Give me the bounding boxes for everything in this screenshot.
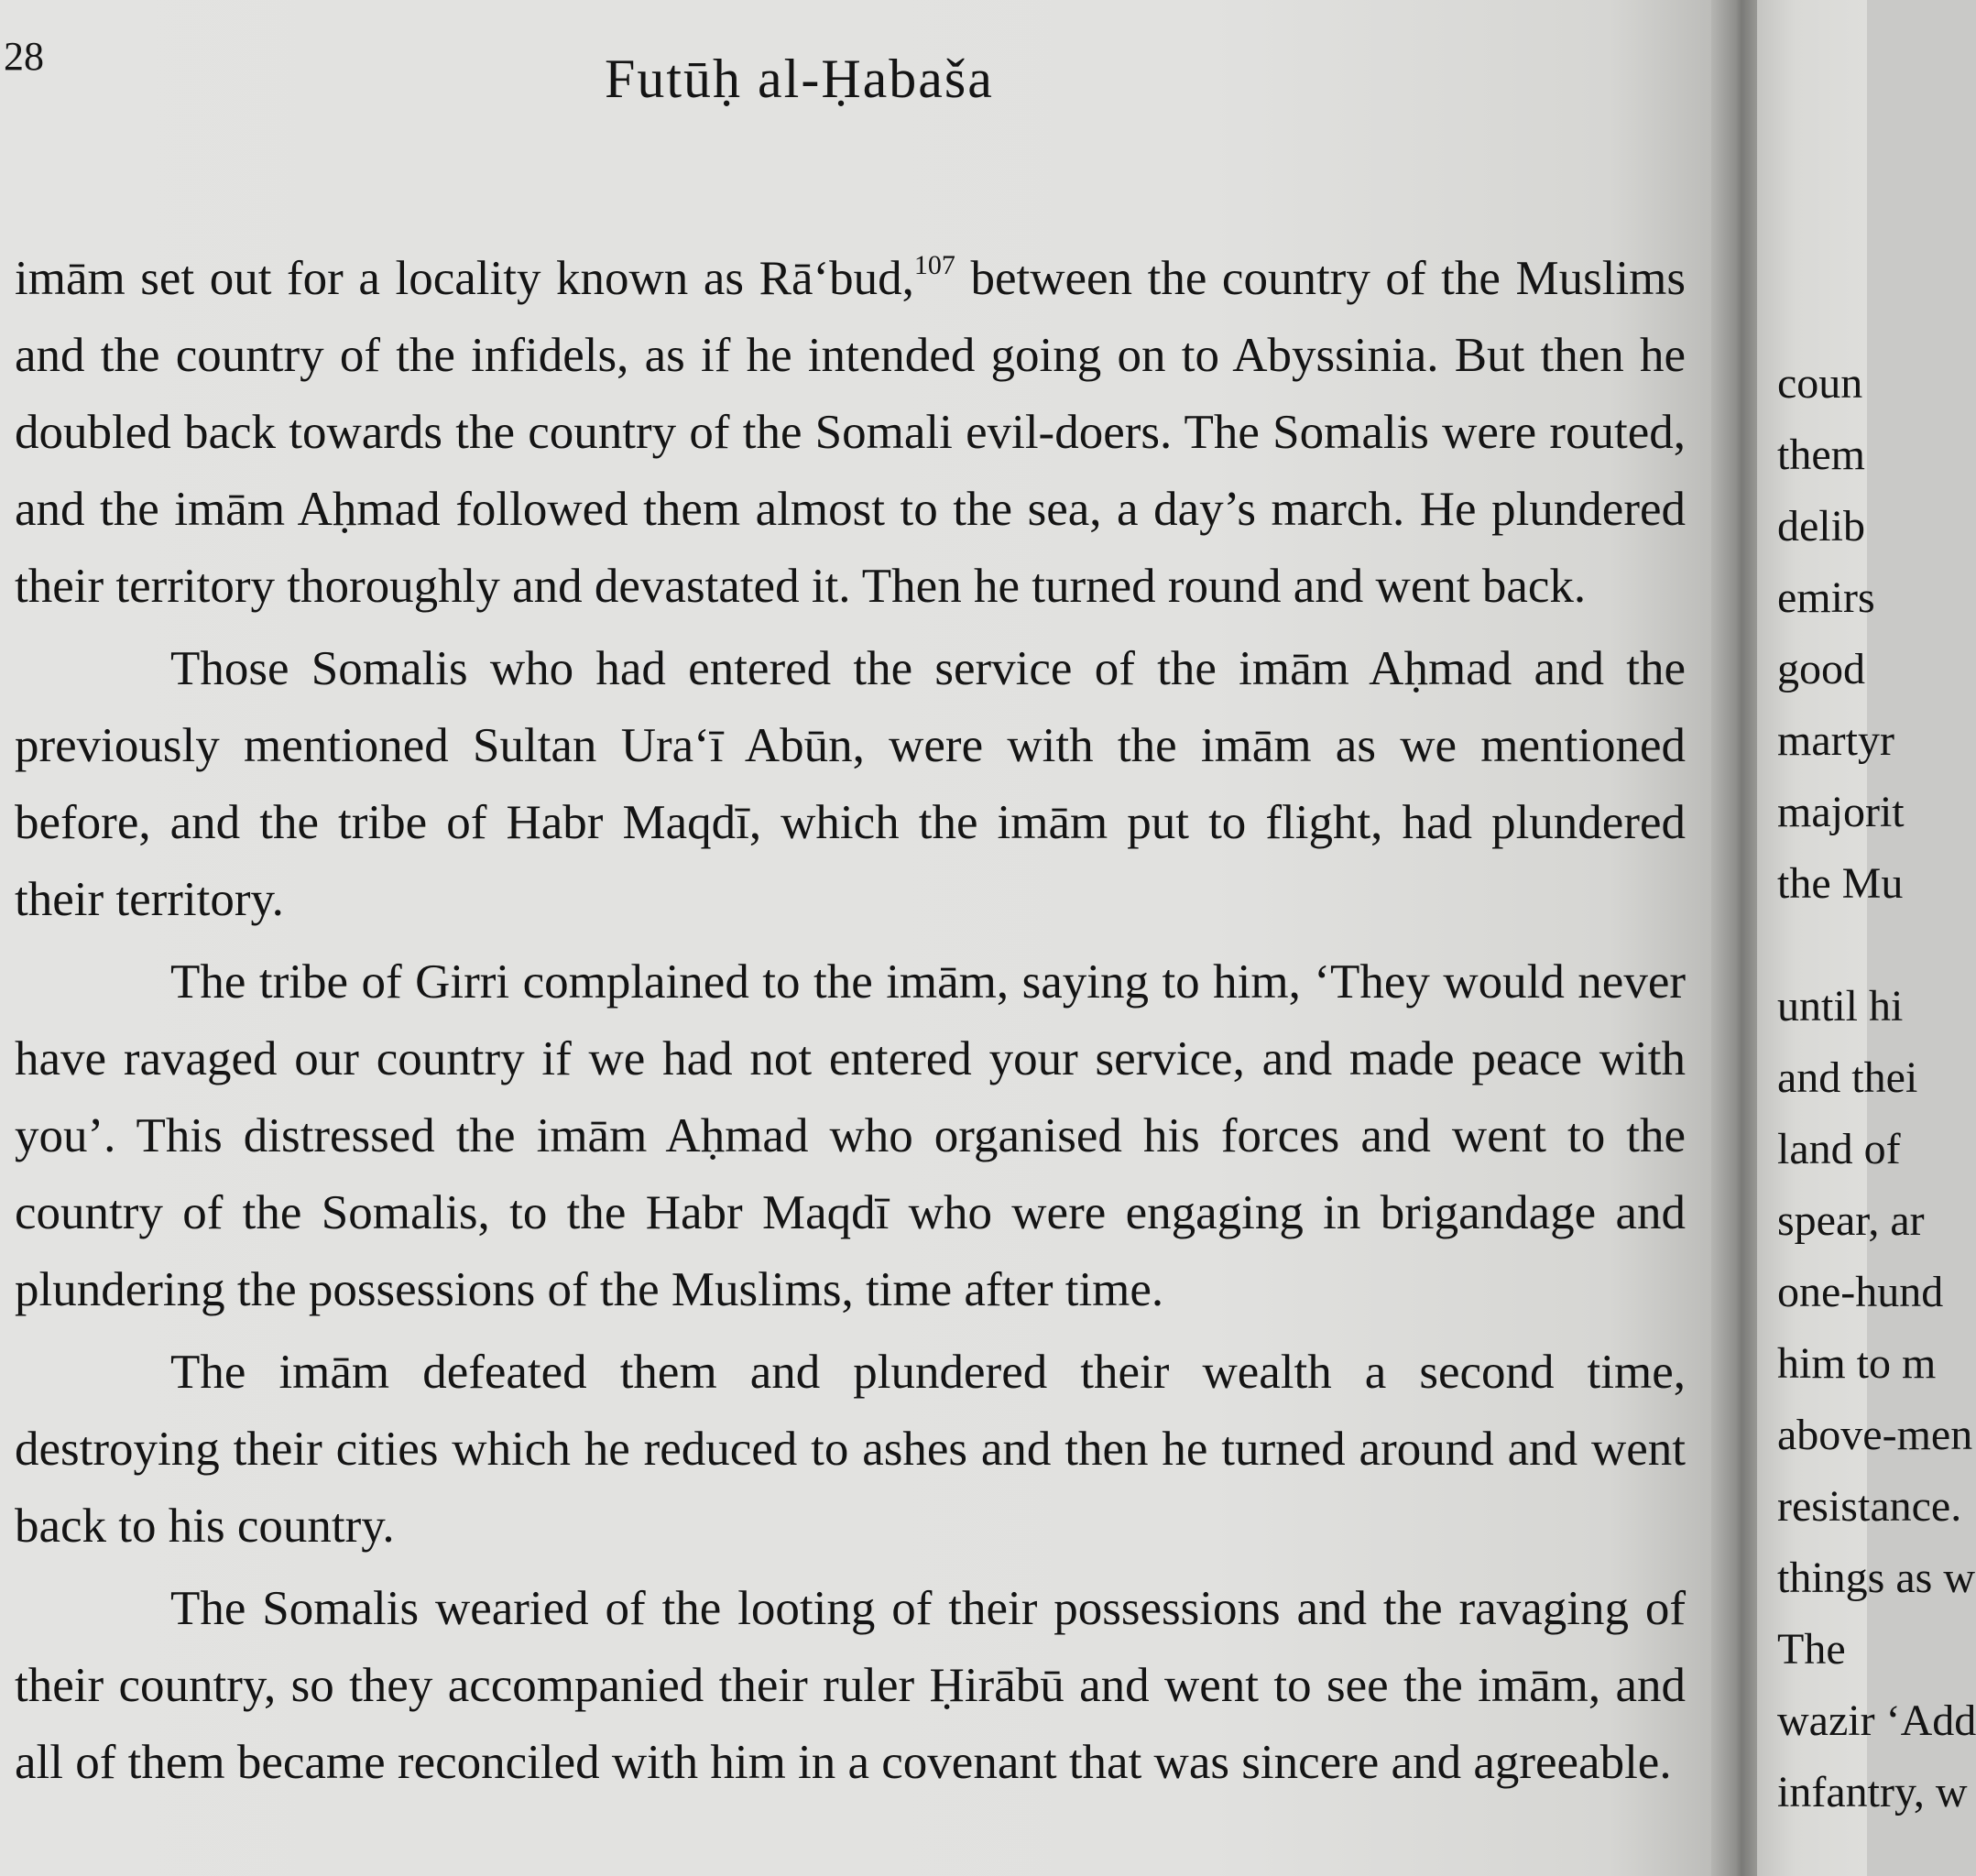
facing-line: one-hund <box>1777 1268 1944 1316</box>
facing-line: majorit <box>1777 788 1905 836</box>
paragraph-5: The Somalis wearied of the looting of their possessions and the ravaging of their country, so they accompanied their ruler Ḥirābū and went to see the imām, and all of them became reconciled with him in a covenant that was sincere and agreeable. <box>15 1582 1686 1789</box>
running-head: Futūḥ al-Ḥabaša <box>605 49 994 109</box>
facing-line: them <box>1777 431 1865 479</box>
paragraph-1 <box>15 240 1686 625</box>
paragraph-1-text-start: imām set out for a locality known as Rā‘bud, <box>15 252 914 305</box>
paragraph-4: The imām defeated them and plundered their wealth a second time, destroying their cities which he reduced to ashes and then he turned around and went back to his country. <box>15 1346 1686 1553</box>
facing-line: him to m <box>1777 1339 1937 1388</box>
facing-line: infantry, w <box>1777 1768 1968 1816</box>
facing-line: and thei <box>1777 1053 1918 1102</box>
facing-line: martyr <box>1777 716 1894 765</box>
facing-line: until hi <box>1777 982 1904 1031</box>
body-text <box>15 240 1686 1801</box>
facing-line: wazir ‘Add <box>1777 1696 1976 1745</box>
paragraph-1-text-end: between the country of the Muslims and the country of the infidels, as if he intended going on to Abyssinia. But then he doubled back towards the country of the Somali evil-doers. The Somalis were routed, and the imām Aḥmad followed them almost to the sea, a day’s march. He plundered their territory thoroughly and devastated it. Then he turned round and went back. <box>15 252 1686 613</box>
paragraph-3: The tribe of Girri complained to the imām, saying to him, ‘They would never have ravaged our country if we had not entered your service, and made peace with you’. This distressed the imām Aḥmad who organised his forces and went to the country of the Somalis, to the Habr Maqdī who were engaging in brigandage and plundering the possessions of the Muslims, time after time. <box>15 955 1686 1316</box>
facing-line: coun <box>1777 359 1863 408</box>
facing-line: things as w <box>1777 1554 1975 1602</box>
facing-page <box>1757 0 1976 1876</box>
footnote-reference: 107 <box>913 250 955 280</box>
facing-line: resistance. <box>1777 1482 1962 1531</box>
facing-line: spear, ar <box>1777 1196 1925 1245</box>
facing-line: emirs <box>1777 573 1875 622</box>
facing-line: above-men <box>1777 1411 1973 1459</box>
facing-page-text <box>1777 348 1976 1828</box>
page-number: 28 <box>4 34 44 79</box>
facing-line: The <box>1777 1625 1846 1674</box>
facing-line: the Mu <box>1777 859 1904 908</box>
facing-line: good <box>1777 645 1865 693</box>
facing-section-gap <box>1777 920 1976 971</box>
facing-line: land of <box>1777 1125 1901 1173</box>
facing-line: delib <box>1777 502 1865 551</box>
paragraph-2: Those Somalis who had entered the service of the imām Aḥmad and the previously mentioned Sultan Ura‘ī Abūn, were with the imām as we mentioned before, and the tribe of Habr Maqdī, which the imām put to flight, had plundered their territory. <box>15 642 1686 926</box>
